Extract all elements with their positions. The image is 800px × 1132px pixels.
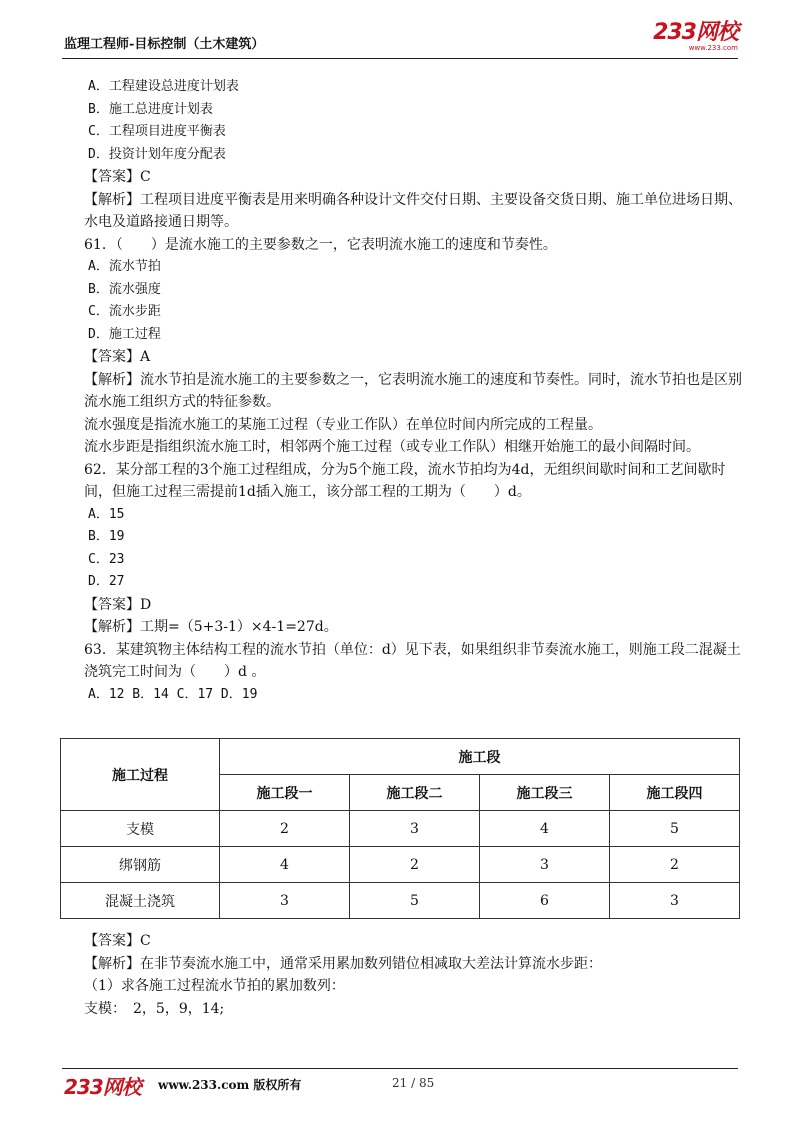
option-d: D．投资计划年度分配表 bbox=[88, 146, 226, 162]
header-segment: 施工段一 bbox=[220, 775, 350, 811]
page-header bbox=[62, 18, 738, 59]
brand-logo-text: 233网校 bbox=[653, 20, 738, 45]
header-title: 监理工程师-目标控制（土木建筑） bbox=[64, 37, 265, 52]
document-body bbox=[62, 76, 742, 706]
answer-section bbox=[62, 930, 742, 1020]
option-b: B．19 bbox=[88, 529, 125, 544]
header-segment-group: 施工段 bbox=[220, 739, 740, 775]
answer: 【答案】D bbox=[84, 596, 152, 613]
cell: 3 bbox=[480, 847, 610, 883]
option-c: C．23 bbox=[88, 551, 125, 567]
option-b: B．施工总进度计划表 bbox=[88, 101, 213, 117]
row-name: 绑钢筋 bbox=[61, 847, 220, 883]
row-name: 支模 bbox=[61, 811, 220, 847]
option-c: C．工程项目进度平衡表 bbox=[88, 124, 226, 139]
footer-logo: 233网校 bbox=[64, 1075, 141, 1099]
cell: 5 bbox=[350, 883, 480, 919]
cell: 3 bbox=[220, 883, 350, 919]
answer: 【答案】C bbox=[84, 933, 151, 949]
header-segment: 施工段二 bbox=[350, 775, 480, 811]
table-row bbox=[61, 847, 740, 883]
analysis-sequence: 支模： 2，5，9，14; bbox=[84, 1000, 225, 1017]
table-row bbox=[61, 811, 740, 847]
analysis-step: （1）求各施工过程流水节拍的累加数列： bbox=[84, 978, 345, 994]
analysis: 流水步距是指组织流水施工时，相邻两个施工过程（或专业工作队）相继开始施工的最小间隔时间。 bbox=[84, 439, 700, 455]
options-inline: A．12 B．14 C．17 D．19 bbox=[88, 686, 258, 702]
cell: 4 bbox=[480, 811, 610, 847]
cell: 5 bbox=[610, 811, 740, 847]
page-number: 21 / 85 bbox=[392, 1076, 435, 1090]
option-a: A．工程建设总进度计划表 bbox=[88, 79, 239, 94]
brand-logo bbox=[653, 22, 738, 52]
option-d: D．27 bbox=[88, 574, 125, 589]
answer: 【答案】A bbox=[84, 349, 151, 365]
option-b: B．流水强度 bbox=[88, 281, 161, 297]
cell: 3 bbox=[610, 883, 740, 919]
analysis: 【解析】流水节拍是流水施工的主要参数之一，它表明流水施工的速度和节奏性。同时，流水节拍也是区别流水施工组织方式的特征参数。 bbox=[84, 371, 742, 410]
beat-table bbox=[60, 738, 740, 919]
brand-logo-url: www.233.com bbox=[688, 44, 738, 52]
answer: 【答案】C bbox=[84, 169, 151, 185]
row-name: 混凝土浇筑 bbox=[61, 883, 220, 919]
table-row bbox=[61, 883, 740, 919]
option-c: C．流水步距 bbox=[88, 304, 161, 319]
header-process: 施工过程 bbox=[61, 739, 220, 811]
analysis: 【解析】工期=（5+3-1）×4-1=27d。 bbox=[84, 619, 338, 635]
header-segment: 施工段三 bbox=[480, 775, 610, 811]
analysis: 【解析】在非节奏流水施工中，通常采用累加数列错位相减取大差法计算流水步距： bbox=[84, 955, 602, 972]
analysis: 【解析】工程项目进度平衡表是用来明确各种设计文件交付日期、主要设备交货日期、施工单位进场日期、水电及道路接通日期等。 bbox=[84, 191, 742, 230]
cell: 2 bbox=[610, 847, 740, 883]
question-62: 62．某分部工程的3个施工过程组成，分为5个施工段，流水节拍均为4d，无组织间歇时间和工艺间歇时间，但施工过程三需提前1d插入施工，该分部工程的工期为（ ）d。 bbox=[84, 461, 726, 500]
question-61: 61．（ ）是流水施工的主要参数之一，它表明流水施工的速度和节奏性。 bbox=[84, 236, 557, 253]
cell: 2 bbox=[220, 811, 350, 847]
cell: 3 bbox=[350, 811, 480, 847]
cell: 4 bbox=[220, 847, 350, 883]
header-segment: 施工段四 bbox=[610, 775, 740, 811]
analysis: 流水强度是指流水施工的某施工过程（专业工作队）在单位时间内所完成的工程量。 bbox=[84, 416, 602, 433]
cell: 2 bbox=[350, 847, 480, 883]
footer-site: www.233.com 版权所有 bbox=[158, 1078, 302, 1092]
option-a: A．流水节拍 bbox=[88, 259, 161, 274]
cell: 6 bbox=[480, 883, 610, 919]
page-footer bbox=[62, 1068, 738, 1099]
question-63: 63．某建筑物主体结构工程的流水节拍（单位：d）见下表，如果组织非节奏流水施工，则施工段二混凝土浇筑完工时间为（ ）d 。 bbox=[84, 641, 741, 680]
option-a: A．15 bbox=[88, 506, 125, 522]
option-d: D．施工过程 bbox=[88, 326, 161, 342]
